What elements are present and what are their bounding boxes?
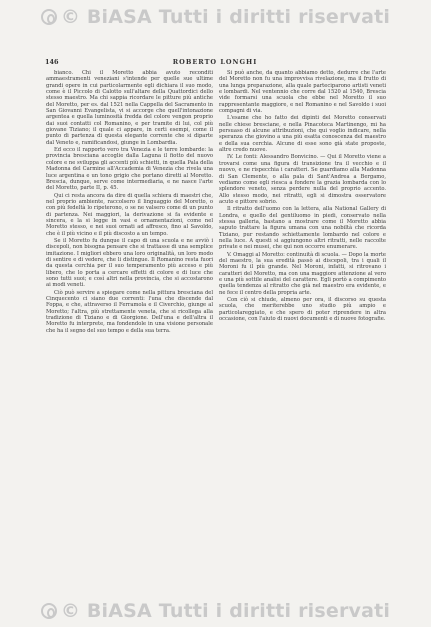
left-column [46, 70, 213, 334]
paragraph: Qui ci resta ancora da dire di quella schiera di maestri che, nel proprio ambiente, raccolsero il linguaggio del Moretto, o con più fedeltà lo ripeterono, o se ne valsero come di un punto di partenza. Nei maggiori, la derivazione si fa evidente e sincera, e la si legge in vasi e ornamentazioni, come nel Moretto stesso, e nei suoi ornati ad affresco, fino al Savoldo, che è il più vicino e il più discosto a un tempo. [46, 192, 213, 237]
paragraph: Il ritratto dell'uomo con la lettera, alla National Gallery di Londra, e quello del gentiluomo in piedi, conservato nella stessa galleria, bastano a mostrare come il Moretto abbia saputo trattare la figura umana con una nobiltà che ricorda Tiziano, pur restando schiettamente lombardo nel colore e nella luce. A questi si aggiungono altri ritratti, nelle raccolte private e nei musei, che qui non occorre enumerare. [219, 206, 386, 251]
paragraph: bianco. Chi il Moretto abbia avuto reconditi ammaestramenti veneziani s'intende per quelle sue ultime grandi opere in cui particolarmente egli dichiara il suo modo, come è il Piccolo di Calotto sull'altare della Quattordici dello stesso maestro. Ma chi sappia ricordare le pitture più antiche del Moretto, per es. dal 1521 nella Cappella del Sacramento in San Giovanni Evangelista, vi si accorge che quell'intonazione argentea e quella luminosità fredda del colore vengon proprio dai suoi contatti col Romanino, e per tramite di lui, col più giovane Tiziano; il quale ci appare, in certi esempi, come il punto di partenza di questa elegante corrente che si diparte dal Veneto e, ramificandosi, giunge in Lombardia. [46, 70, 213, 146]
watermark-top [0, 6, 431, 28]
watermark-bottom [0, 600, 431, 622]
watermark-text: © BiASA Tutti i diritti riservati [60, 600, 391, 622]
paragraph: L'esame che ho fatto dei dipinti del Moretto conservati nelle chiese bresciane, e nella Pinacoteca Martinengo, mi ha persuaso di alcune attribuzioni, che qui voglio indicare, nella speranza che giovino a una più esatta conoscenza del maestro e della sua cerchia. Alcune di esse sono già state proposte, altre credo nuove. [219, 115, 386, 154]
copyright-logo-icon [41, 9, 57, 25]
paragraph: Ed ecco il rapporto vero tra Venezia e le terre lombarde: la provincia bresciana accoglie dalla Laguna il fiotto del nuovo colore e ne sviluppa gli accenti più schietti, in quella Pala della Madonna del Carmine all'Accademia di Venezia che rivela una luce argentina e un tono grigio che portano diretti al Moretto. Brescia, dunque, serve come intermediaria, e ne nasce l'arte del Moretto, parte II, p. 45. [46, 147, 213, 192]
paragraph: V. Omaggi al Moretto: continuità di scuola. — Dopo la morte del maestro, la sua eredità passò ai discepoli, tra i quali il Moroni fu il più grande. Nel Moroni, infatti, si ritrovano i caratteri del Moretto, ma con una maggiore attenzione al vero e una più sottile analisi del carattere. Egli portò a compimento quella tendenza al ritratto che già nel maestro era evidente, e ne fece il centro della propria arte. [219, 251, 386, 296]
running-head: ROBERTO LONGHI [172, 58, 258, 66]
watermark-text: © BiASA Tutti i diritti riservati [60, 6, 391, 28]
right-column [219, 70, 386, 322]
paragraph: Si può anche, da quanto abbiamo detto, dedurre che l'arte del Moretto non fu una improvvisa rivelazione, ma il frutto di una lunga preparazione, alla quale parteciparono artisti veneti e lombardi. Nel ventennio che corre dal 1520 al 1540, Brescia vide formarsi una scuola che ebbe nel Moretto il suo rappresentante maggiore, e nel Romanino e nel Savoldo i suoi compagni di via. [219, 70, 386, 115]
page-number: 146 [45, 58, 59, 66]
page-header [45, 58, 385, 68]
paragraph: Con ciò si chiude, almeno per ora, il discorso su questa scuola, che meriterebbe uno studio più ampio e particolareggiato, e che spero di poter riprendere in altra occasione, con l'aiuto di nuovi documenti e di nuove fotografie. [219, 297, 386, 323]
paragraph: Se il Moretto fu dunque il capo di una scuola e ne avviò i discepoli, non bisogna pensare che si trattasse di una semplice imitazione. I migliori ebbero una loro originalità, un loro modo di sentire e di vedere, che li distingue. Il Romanino resta fuori da questa cerchia per il suo temperamento più acceso e più libero, che lo porta a cercare effetti di colore e di luce che sono tutti suoi; e così altri nella provincia, che si accostarono ai modi veneti. [46, 237, 213, 289]
copyright-logo-icon [41, 603, 57, 619]
paragraph: IV. Le fonti: Alessandro Bonvicino. — Qui il Moretto viene a trovarsi come una figura di transizione tra il vecchio e il nuovo, e ne rispecchia i caratteri. Se guardiamo alla Madonna di San Clemente, o alla pala di Sant'Andrea a Bergamo, vediamo come egli riesca a fondere la grazia lombarda con lo splendore veneto, senza perdere nulla del proprio accento. Allo stesso modo, nei ritratti, egli si dimostra osservatore acuto e pittore sobrio. [219, 154, 386, 205]
paragraph: Ciò può servire a spiegare come nella pittura bresciana del Cinquecento ci siano due correnti: l'una che discende dal Foppa, e che, attraverso il Ferramola e il Civerchio, giunge al Moretto; l'altra, più strettamente veneta, che si ricollega alla tradizione di Tiziano e di Giorgione. Dell'una e dell'altra il Moretto fu interprete, ma fondendole in una visione personale che ha il segno del suo tempo e della sua terra. [46, 289, 213, 334]
